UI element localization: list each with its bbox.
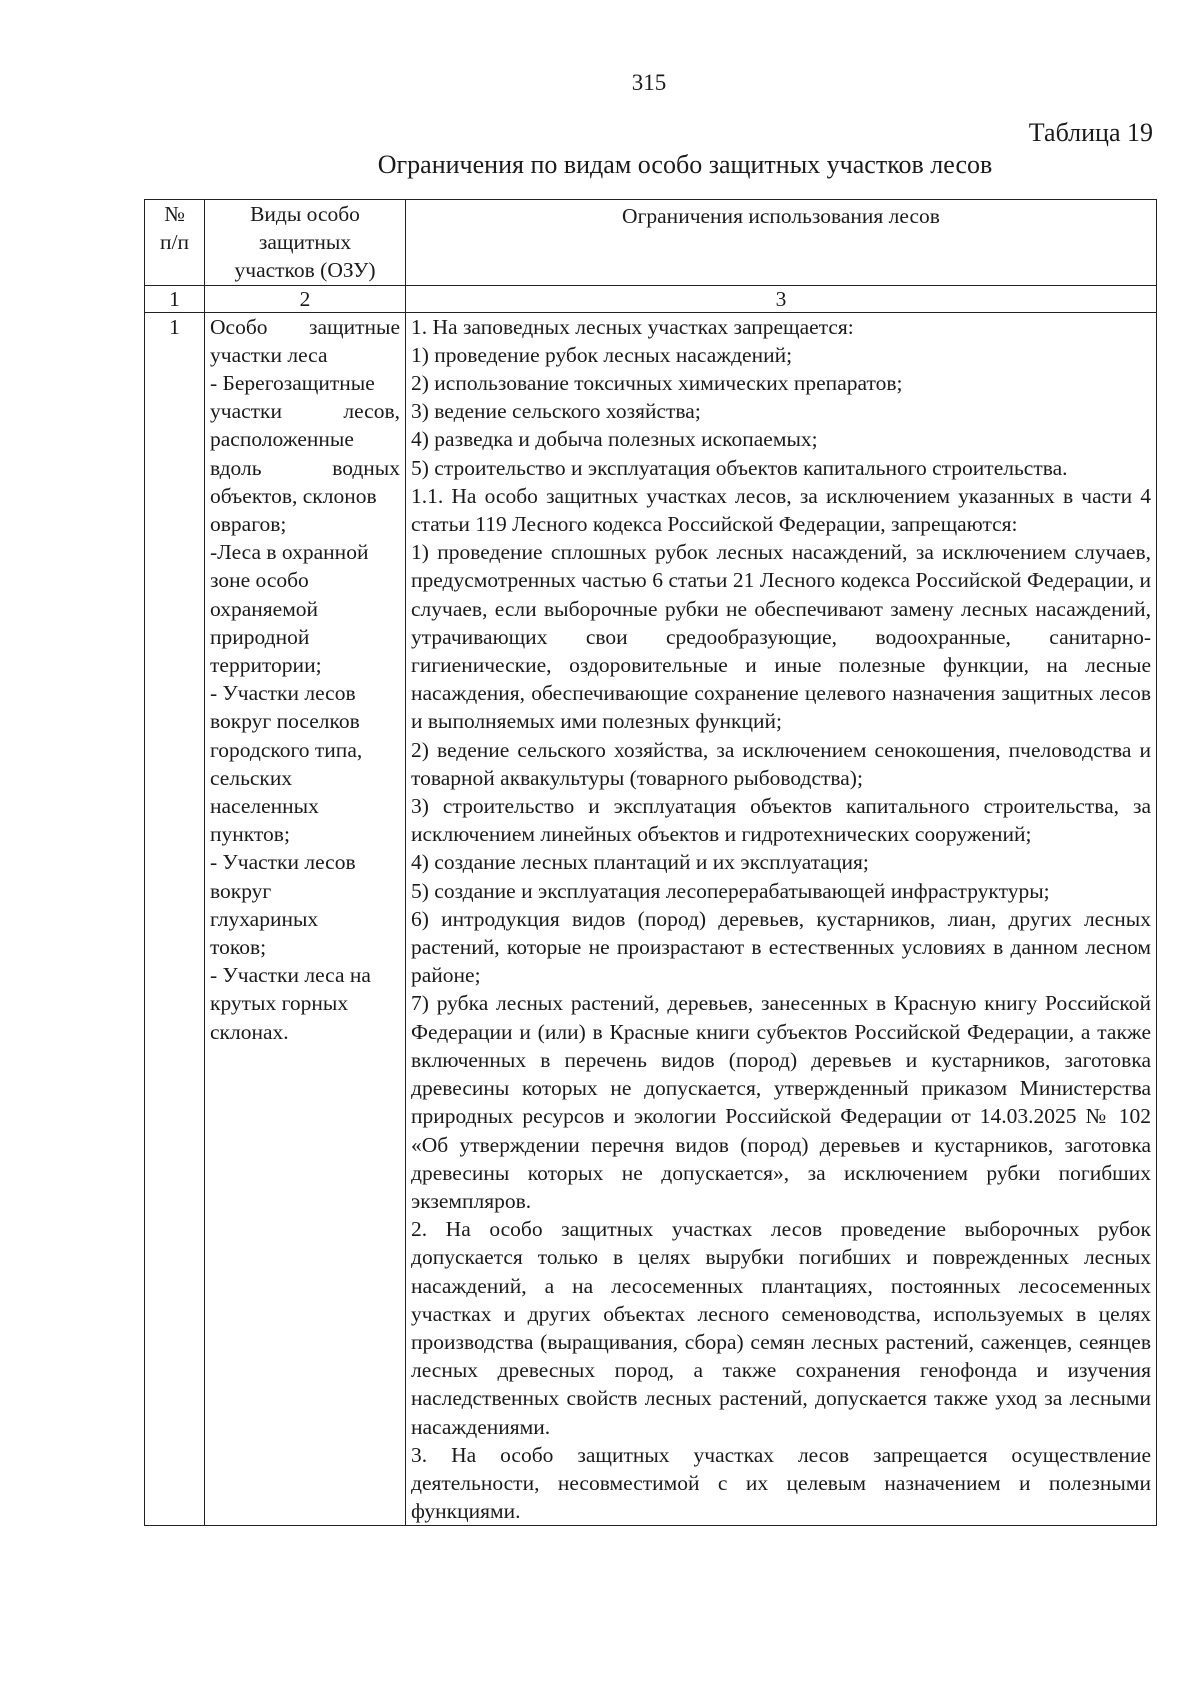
- restriction-paragraph: 1.1. На особо защитных участках лесов, за исключением указанных в части 4 статьи 119 Лесного кодекса Российской Федерации, запрещаются:: [411, 483, 1151, 537]
- types-line: зоне особо: [210, 568, 309, 593]
- header-types-line: Виды особо: [250, 202, 360, 226]
- types-line: - Участки лесов: [210, 850, 356, 875]
- table-title: Ограничения по видам особо защитных участков лесов: [377, 150, 993, 179]
- row-types: [205, 312, 406, 1526]
- table-row: [145, 312, 1157, 1526]
- header-restrictions: Ограничения использования лесов: [406, 200, 1157, 286]
- column-number: 3: [406, 285, 1157, 312]
- restriction-paragraph: 1) проведение сплошных рубок лесных насаждений, за исключением случаев, предусмотренных частью 6 статьи 21 Лесного кодекса Российской Федерации, и случаев, если выборочные рубки не обеспечивают замену лесных насаждений, утрачивающих свои средообразующие, водоохранные, санитарно-гигиенические, оздоровительные и иные полезные функции, на лесные насаждения, обеспечивающие сохранение целевого назначения защитных лесов и выполняемых ими полезных функций;: [411, 540, 1151, 734]
- types-line: сельских: [210, 765, 293, 790]
- restriction-paragraph: 6) интродукция видов (пород) деревьев, кустарников, лиан, других лесных растений, которые не произрастают в естественных условиях в данном лесном районе;: [411, 906, 1151, 988]
- types-line: - Участки лесов: [210, 681, 356, 706]
- types-line: крутых горных: [210, 991, 349, 1016]
- restrictions-table: [144, 199, 1157, 1526]
- row-number: 1: [145, 312, 205, 1526]
- types-line: объектов, склонов: [210, 483, 377, 508]
- restriction-paragraph: 1) проведение рубок лесных насаждений;: [411, 342, 793, 367]
- table-header-row: [145, 200, 1157, 286]
- types-line: расположенные: [210, 427, 354, 452]
- restriction-paragraph: 2) использование токсичных химических препаратов;: [411, 371, 903, 396]
- header-number-line: п/п: [160, 230, 189, 255]
- types-line: участки леса: [210, 342, 328, 367]
- header-types-line: участков (ОЗУ): [234, 258, 376, 283]
- table-label: Таблица 19: [1028, 118, 1153, 147]
- types-line: охраняемой: [210, 596, 319, 621]
- types-line: токов;: [210, 935, 267, 960]
- restriction-paragraph: 2) ведение сельского хозяйства, за исключением сенокошения, пчеловодства и товарной аквакультуры (товарного рыбоводства);: [411, 737, 1151, 790]
- types-line: - Берегозащитные: [210, 371, 375, 396]
- types-line: участки лесов,: [210, 399, 400, 424]
- types-line: пунктов;: [210, 822, 290, 847]
- types-line: -Леса в охранной: [210, 540, 369, 565]
- restriction-paragraph: 1. На заповедных лесных участках запрещается:: [411, 314, 854, 339]
- restriction-paragraph: 3) строительство и эксплуатация объектов капитального строительства, за исключением линейных объектов и гидротехнических сооружений;: [411, 794, 1151, 847]
- restriction-paragraph: 7) рубка лесных растений, деревьев, занесенных в Красную книгу Российской Федерации и (или) в Красные книги субъектов Российской Федерации, а также включенных в перечень видов (пород) деревьев и кустарников, заготовка древесины которых не допускается, утвержденный приказом Министерства природных ресурсов и экологии Российской Федерации от 14.03.2025 № 102 «Об утверждении перечня видов (пород) деревьев и кустарников, заготовка древесины которых не допускается», за исключением рубки погибших экземпляров.: [411, 991, 1151, 1213]
- header-number-line: №: [164, 202, 185, 226]
- page-number: 315: [631, 70, 667, 95]
- row-restrictions: [406, 312, 1157, 1526]
- types-line: вокруг поселков: [210, 709, 360, 734]
- types-line: вдоль водных: [210, 455, 400, 480]
- column-number-row: [145, 285, 1157, 312]
- header-types: [205, 200, 406, 286]
- header-number: [145, 200, 205, 286]
- types-line: глухариных: [210, 906, 319, 931]
- restriction-paragraph: 5) создание и эксплуатация лесоперерабатывающей инфраструктуры;: [411, 878, 1050, 903]
- types-line: склонах.: [210, 1019, 289, 1044]
- column-number: 1: [145, 285, 205, 312]
- types-line: городского типа,: [210, 737, 363, 762]
- types-line: - Участки леса на: [210, 963, 371, 988]
- types-line: Особо защитные: [210, 314, 400, 339]
- types-line: оврагов;: [210, 512, 287, 537]
- restriction-paragraph: 2. На особо защитных участках лесов проведение выборочных рубок допускается только в целях вырубки погибших и поврежденных лесных насаждений, а на лесосеменных плантациях, постоянных лесосеменных участках и других объектах лесного семеноводства, используемых в целях производства (выращивания, сбора) семян лесных растений, саженцев, сеянцев лесных древесных пород, а также сохранения генофонда и изучения наследственных свойств лесных растений, допускается также уход за лесными насаждениями.: [411, 1217, 1151, 1439]
- types-line: населенных: [210, 794, 319, 819]
- column-number: 2: [205, 285, 406, 312]
- restriction-paragraph: 3. На особо защитных участках лесов запрещается осуществление деятельности, несовместимой с их целевым назначением и полезными функциями.: [411, 1442, 1151, 1524]
- header-types-line: защитных: [258, 230, 352, 255]
- types-line: территории;: [210, 653, 322, 678]
- types-line: природной: [210, 624, 310, 649]
- restriction-paragraph: 4) создание лесных плантаций и их эксплуатация;: [411, 850, 869, 875]
- restriction-paragraph: 3) ведение сельского хозяйства;: [411, 399, 701, 424]
- restriction-paragraph: 4) разведка и добыча полезных ископаемых;: [411, 427, 818, 452]
- types-line: вокруг: [210, 878, 272, 903]
- restriction-paragraph: 5) строительство и эксплуатация объектов капитального строительства.: [411, 455, 1068, 480]
